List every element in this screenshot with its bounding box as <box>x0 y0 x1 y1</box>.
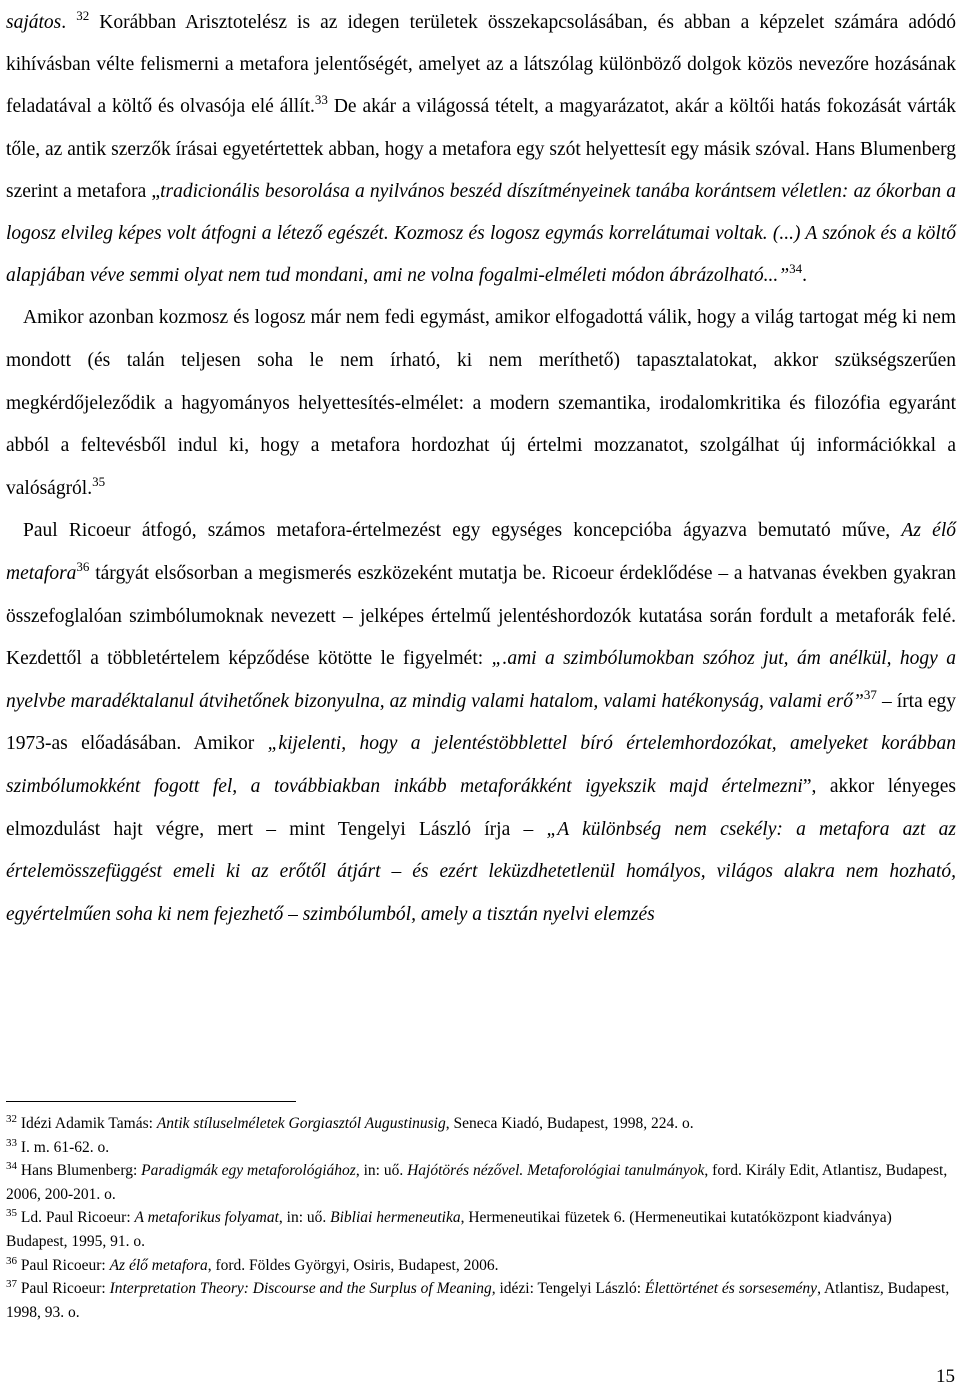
book-title: Antik stíluselméletek Gorgiasztól Augustinusig <box>156 1115 446 1132</box>
footnote-number: 32 <box>6 1113 17 1125</box>
text-span: . <box>61 12 77 33</box>
text-span: ”, akkor lényeges elmozdulást hajt végre, mert – mint Tengelyi László írja – <box>6 775 956 840</box>
text-span: Paul Ricoeur: <box>17 1256 110 1274</box>
footnote-33 <box>6 1136 956 1160</box>
book-title: Interpretation Theory: Discourse and the Surplus of Meaning, <box>109 1280 496 1298</box>
page-number: 15 <box>936 1366 955 1387</box>
book-title: Az élő metafora <box>109 1256 208 1274</box>
text-span: Hans Blumenberg: <box>17 1162 142 1180</box>
footnote-number: 35 <box>6 1207 17 1220</box>
footnote-ref-35[interactable]: 35 <box>92 473 106 489</box>
footnote-number: 37 <box>6 1278 17 1291</box>
text-span: , Hermeneutikai füzetek 6. (Hermeneutikai kutatóközpont kiadványa) Budapest, 1995, 91. o. <box>6 1209 892 1250</box>
text-span: , ford. Király Edit, Atlantisz, Budapest, 2006, 200-201. o. <box>6 1162 948 1203</box>
footnote-35 <box>6 1206 956 1253</box>
text-span: , in: uő. <box>355 1162 408 1180</box>
footnote-ref-33[interactable]: 33 <box>314 92 328 108</box>
paragraph-1 <box>6 2 956 297</box>
text-span: , in: uő. <box>278 1209 331 1227</box>
footnote-number: 34 <box>6 1160 17 1173</box>
text-span: , Seneca Kiadó, Budapest, 1998, 224. o. <box>445 1115 694 1132</box>
text-span: sajátos <box>6 12 62 33</box>
body-text <box>6 2 956 936</box>
book-title: Élettörténet és sorsesemény <box>644 1280 818 1298</box>
text-span: Amikor azonban kozmosz és logosz már nem fedi egymást, amikor elfogadottá válik, hogy a világ tartogat még ki nem mondott (és talán teljesen soha le nem írható, ki nem meríthető) tapasztalatokat, akkor szükségszerűen megkérdőjeleződik a hagyományos helyettesítés-elmélet: a modern szemantika, irodalomkritika és filozófia egyaránt abból a feltevésből indul ki, hogy a metafora hordozhat új értelmi mozzanatot, szolgálhat új információkkal a valóságról. <box>6 307 956 499</box>
footnote-separator <box>6 1101 296 1102</box>
footnote-32 <box>6 1112 956 1136</box>
text-span: , Atlantisz, Budapest, 1998, 93. o. <box>6 1280 950 1321</box>
footnote-ref-34[interactable]: 34 <box>789 261 803 277</box>
book-title: Az élő metafora <box>6 520 956 584</box>
text-span: – írta egy 1973-as előadásában. Amikor <box>6 690 956 755</box>
book-title: A metaforikus folyamat <box>134 1209 279 1227</box>
footnotes <box>6 1112 956 1324</box>
text-span: Idézi Adamik Tamás: <box>17 1115 157 1132</box>
text-span: Ld. Paul Ricoeur: <box>17 1209 135 1227</box>
text-span: I. m. 61-62. o. <box>17 1138 110 1156</box>
book-title: Bibliai hermeneutika <box>330 1209 461 1227</box>
text-span: . <box>802 265 808 287</box>
footnote-number: 36 <box>6 1254 17 1267</box>
quote-span: „A különbség nem csekély: a metafora azt az értelemösszefüggést emeli ki az erőtől átjárt – és ezért leküzdhetetlenül homályos, világos alakra nem hozható, egyértelműen soha ki nem fejezhető – szimbólumból, amely a tisztán nyelvi elemzés <box>6 818 956 925</box>
quote-span: „.ami a szimbólumokban szóhoz jut, ám anélkül, hogy a nyelvbe maradéktalanul átvihetőnek bizonyulna, az mindig valami hatalom, valami hatékonyság, valami erő” <box>6 648 956 712</box>
text-span: idézi: Tengelyi László: <box>495 1280 645 1298</box>
text-span: De akár a világossá tételt, a magyarázatot, akár a költői hatás fokozását várták tőle, az antik szerzők írásai egyetértettek abban, hogy a metafora egy szót helyettesít egy másik szóval. Hans Blumenberg szerint a metafora „ <box>6 96 956 202</box>
text-span: Korábban Arisztotelész is az idegen területek összekapcsolásában, és abban a képzelet számára adódó kihívásban vélte felismerni a metafora jelentőségét, amelyet az a látszólag különböző dolgok közös nevezőre hozásának feladatával a költő és olvasója elé állít. <box>6 12 956 118</box>
footnote-ref-32[interactable]: 32 <box>76 8 90 23</box>
footnote-number: 33 <box>6 1136 17 1149</box>
book-title: Paradigmák egy metaforológiához <box>141 1162 356 1180</box>
text-span: tárgyát elsősorban a megismerés eszközeként mutatja be. Ricoeur érdeklődése – a hatvanas években gyakran összefoglalóan szimbólumoknak nevezett – jelképes értelmű jelentéshordozók kutatása során fordult a metaforák felé. Kezdettől a többletértelem képződése kötötte le figyelmét: <box>6 562 956 670</box>
text-span: Paul Ricoeur: <box>17 1280 110 1298</box>
footnote-37 <box>6 1277 956 1324</box>
paragraph-2 <box>6 297 956 510</box>
text-span: , ford. Földes Györgyi, Osiris, Budapest, 2006. <box>207 1256 499 1274</box>
text-span: Paul Ricoeur átfogó, számos metafora-értelmezést egy egységes koncepcióba ágyazva bemutató műve, <box>23 520 902 542</box>
footnote-ref-37[interactable]: 37 <box>863 686 877 702</box>
book-title: Hajótörés nézővel. Metaforológiai tanulmányok <box>407 1162 705 1180</box>
text-span: ” <box>778 265 790 287</box>
quote-span: tradicionális besorolása a nyilvános beszéd díszítményeinek tanába korántsem véletlen: az ókorban a logosz elvileg képes volt átfogni a létező egészét. Kozmosz és logosz egymás korrelátumai voltak. (...) A szónok és a költő alapjában véve semmi olyat nem tud mondani, ami ne volna fogalmi-elméleti módon ábrázolható... <box>6 180 956 287</box>
footnote-34 <box>6 1159 956 1206</box>
quote-span: „kijelenti, hogy a jelentéstöbblettel bíró értelemhordozókat, amelyeket korábban szimbólumokként fogott fel, a továbbiakban inkább metaforákként igyekszik majd értelmezni <box>6 733 957 797</box>
footnote-ref-36[interactable]: 36 <box>76 558 90 574</box>
footnote-36 <box>6 1254 956 1278</box>
paragraph-3 <box>6 510 956 936</box>
